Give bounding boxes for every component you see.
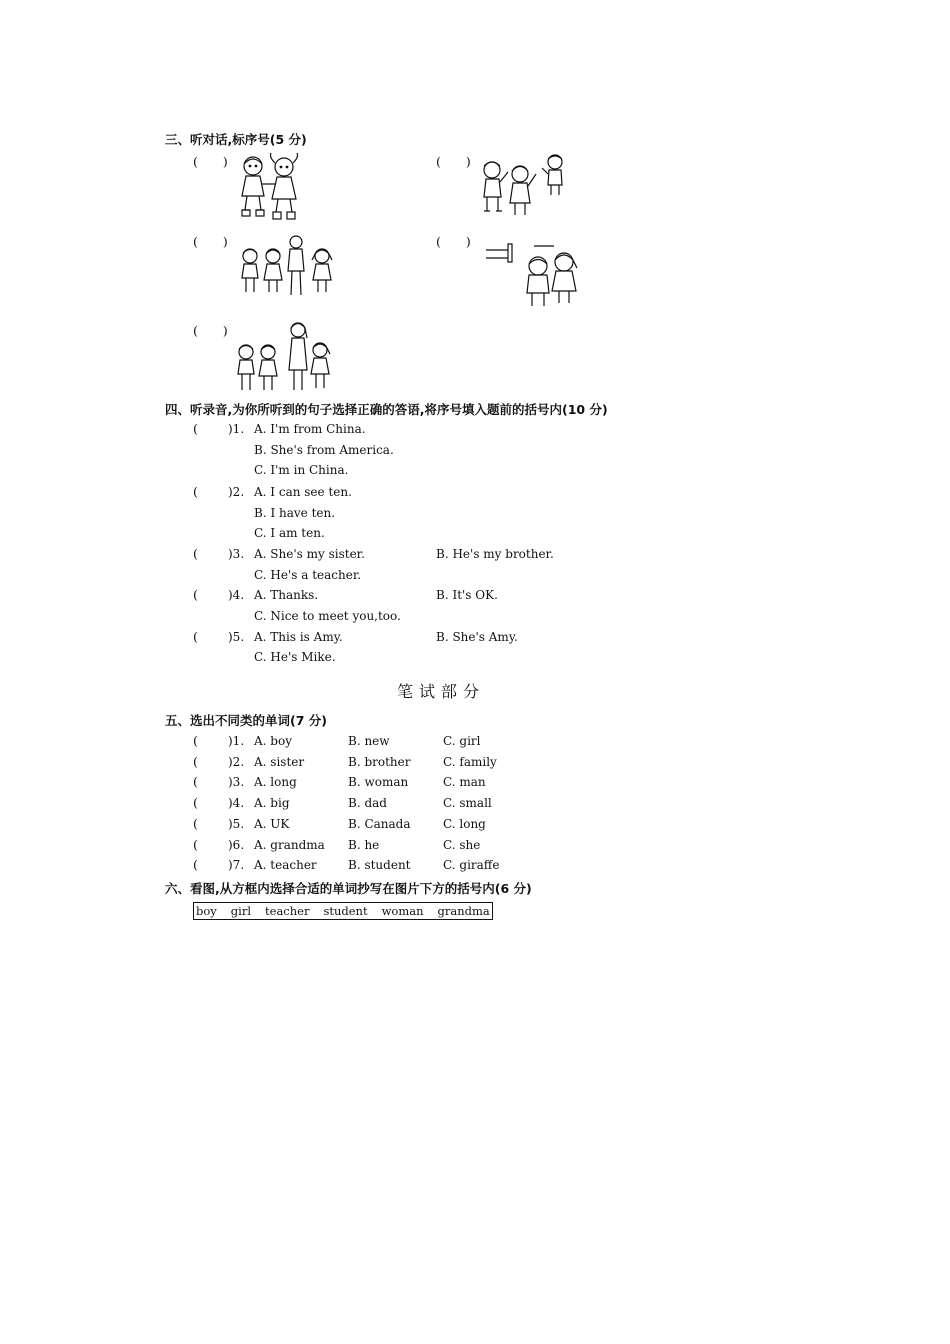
word-bank-item: boy [196,904,217,918]
option-a: A. teacher [254,858,317,872]
answer-paren[interactable]: ( [193,837,198,852]
question-number: )5. [228,630,245,644]
word-bank-item: grandma [437,904,490,918]
option-a: A. boy [254,734,292,748]
answer-paren[interactable]: ( [193,816,198,831]
word-bank-item: woman [381,904,424,918]
question-number: )3. [228,775,245,789]
kids-and-woman-illustration [234,320,334,394]
option-a: A. sister [254,755,305,769]
option-a: A. UK [254,817,290,831]
answer-paren[interactable]: ( [193,754,198,769]
option-c: C. He's Mike. [254,650,336,664]
question-number: )7. [228,858,245,872]
question-number: )2. [228,485,245,499]
option-b: B. It's OK. [436,588,498,602]
option-b: B. he [348,838,380,852]
word-bank-item: teacher [265,904,310,918]
option-c: C. I am ten. [254,526,325,540]
question-number: )3. [228,547,245,561]
question-number: )4. [228,796,245,810]
section-4-heading: 四、听录音,为你所听到的句子选择正确的答语,将序号填入题前的括号内(10 分) [165,402,608,417]
option-b: B. She's from America. [254,443,394,457]
option-c: C. small [443,796,492,810]
option-c: C. giraffe [443,858,500,872]
section-6-heading: 六、看图,从方框内选择合适的单词抄写在图片下方的括号内(6 分) [165,881,532,896]
option-a: A. big [254,796,290,810]
children-at-door-illustration [484,236,584,308]
option-b: B. Canada [348,817,411,831]
question-number: )1. [228,734,245,748]
option-a: A. long [254,775,297,789]
answer-paren[interactable]: ( [193,587,198,602]
answer-paren[interactable]: ( [193,484,198,499]
section-5-heading: 五、选出不同类的单词(7 分) [165,713,327,728]
option-c: C. I'm in China. [254,463,349,477]
option-c: C. girl [443,734,481,748]
answer-blank-3-1[interactable]: ( ) [193,154,228,169]
answer-paren[interactable]: ( [193,733,198,748]
children-waving-illustration [478,152,570,222]
section-3-heading: 三、听对话,标序号(5 分) [165,132,307,147]
question-number: )1. [228,422,245,436]
written-part-title: 笔试部分 [397,682,486,701]
word-bank-box [193,902,493,920]
option-a: A. grandma [254,838,325,852]
option-b: B. She's Amy. [436,630,518,644]
option-b: B. I have ten. [254,506,336,520]
option-a: A. Thanks. [254,588,319,602]
option-c: C. Nice to meet you,too. [254,609,401,623]
answer-paren[interactable]: ( [193,857,198,872]
two-girls-illustration [236,150,304,226]
option-b: B. woman [348,775,409,789]
answer-blank-3-2[interactable]: ( ) [436,154,471,169]
answer-paren[interactable]: ( [193,421,198,436]
option-a: A. She's my sister. [254,547,365,561]
answer-blank-3-5[interactable]: ( ) [193,323,228,338]
option-b: B. He's my brother. [436,547,554,561]
option-b: B. brother [348,755,411,769]
question-number: )2. [228,755,245,769]
option-c: C. He's a teacher. [254,568,362,582]
option-b: B. student [348,858,411,872]
word-bank-item: student [323,904,368,918]
question-number: )5. [228,817,245,831]
option-a: A. I can see ten. [254,485,352,499]
option-a: A. I'm from China. [254,422,366,436]
option-b: B. dad [348,796,387,810]
answer-paren[interactable]: ( [193,795,198,810]
option-c: C. she [443,838,481,852]
question-number: )4. [228,588,245,602]
question-number: )6. [228,838,245,852]
word-bank-item: girl [230,904,252,918]
answer-paren[interactable]: ( [193,546,198,561]
answer-blank-3-4[interactable]: ( ) [436,234,471,249]
option-c: C. man [443,775,486,789]
option-a: A. This is Amy. [254,630,343,644]
answer-paren[interactable]: ( [193,774,198,789]
option-c: C. family [443,755,497,769]
option-c: C. long [443,817,486,831]
option-b: B. new [348,734,390,748]
answer-blank-3-3[interactable]: ( ) [193,234,228,249]
family-group-illustration [238,234,336,298]
answer-paren[interactable]: ( [193,629,198,644]
